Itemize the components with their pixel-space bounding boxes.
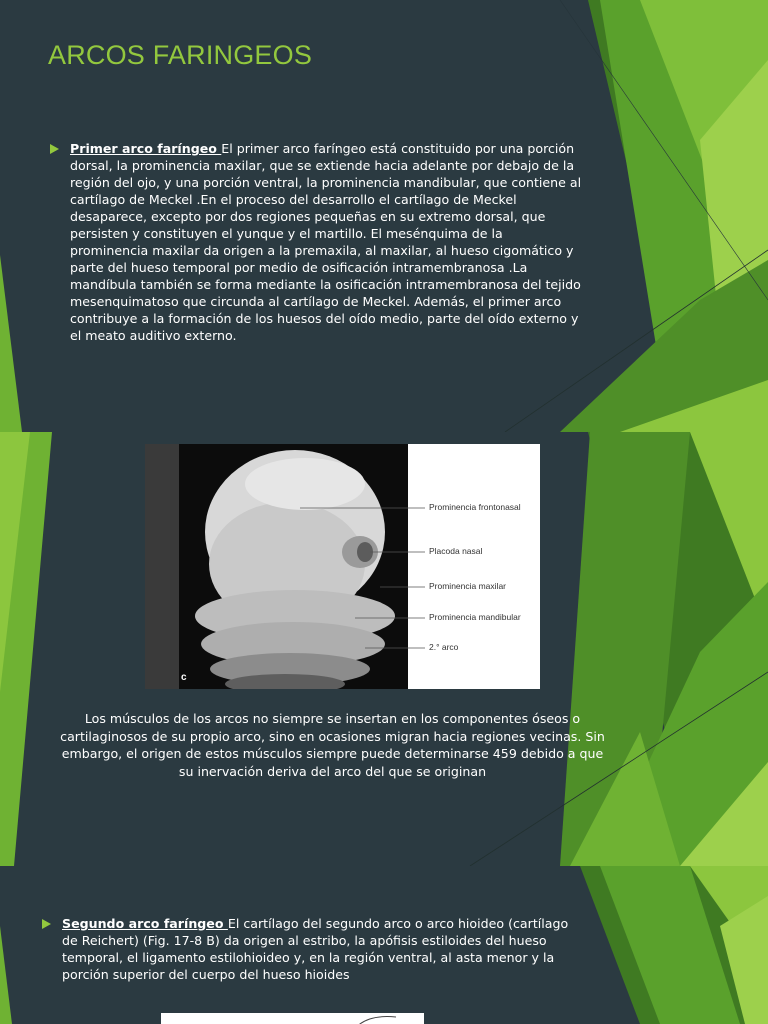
primer-arco-heading: Primer arco faríngeo (70, 141, 222, 156)
partial-figure (161, 1013, 424, 1024)
bullet-arrow-icon (50, 144, 59, 154)
segundo-arco-paragraph (62, 915, 576, 983)
segundo-arco-heading: Segundo arco faríngeo (62, 916, 228, 931)
bullet-arrow-icon (42, 919, 51, 929)
slide-3 (0, 866, 768, 1024)
segundo-arco-body: El cartílago del segundo arco o arco hioideo (cartílago de Reichert) (Fig. 17-8 B) da origen al estribo, la apófisis estiloides del hueso temporal, el ligamento estilohioideo y, en la región ventral, al asta menor y la porción superior del cuerpo del hueso hioides (62, 916, 569, 982)
figure-panel-letter: c (181, 672, 187, 683)
label-prominencia-maxilar: Prominencia maxilar (429, 581, 506, 591)
label-prominencia-frontonasal: Prominencia frontonasal (429, 502, 521, 512)
label-segundo-arco: 2.° arco (429, 642, 459, 652)
embryo-figure (145, 444, 540, 689)
slide-1 (0, 0, 768, 432)
musculos-caption: Los músculos de los arcos no siempre se insertan en los componentes óseos o cartilaginosos de su propio arco, sino en ocasiones migran hacia regiones vecinas. Sin embargo, el origen de estos músculos siempre puede determinarse 459 debido a que su inervación deriva del arco del que se originan (60, 711, 605, 779)
primer-arco-body: El primer arco faríngeo está constituido por una porción dorsal, la prominencia maxilar, que se extiende hacia adelante por debajo de la región del ojo, y una porción ventral, la prominencia mandibular, que contiene al cartílago de Meckel .En el proceso del desarrollo el cartílago de Meckel desaparece, excepto por dos regiones pequeñas en su extremo dorsal, que persisten y constituyen el yunque y el martillo. El mesénquima de la prominencia maxilar da origen a la premaxila, al maxilar, al hueso cigomático y parte del hueso temporal por medio de osificación intramembranosa .La mandíbula también se forma mediante la osificación intramembranosa del tejido mesenquimatoso que circunda al cartílago de Meckel. Además, el primer arco contribuye a la formación de los huesos del oído medio, parte del oído externo y el meato auditivo externo. (70, 141, 582, 343)
slide-2 (0, 432, 768, 866)
label-placoda-nasal: Placoda nasal (429, 546, 483, 556)
slide-title: ARCOS FARINGEOS (48, 40, 313, 70)
label-prominencia-mandibular: Prominencia mandibular (429, 612, 521, 622)
primer-arco-paragraph (70, 140, 582, 344)
figure-leader-lines (145, 444, 540, 689)
